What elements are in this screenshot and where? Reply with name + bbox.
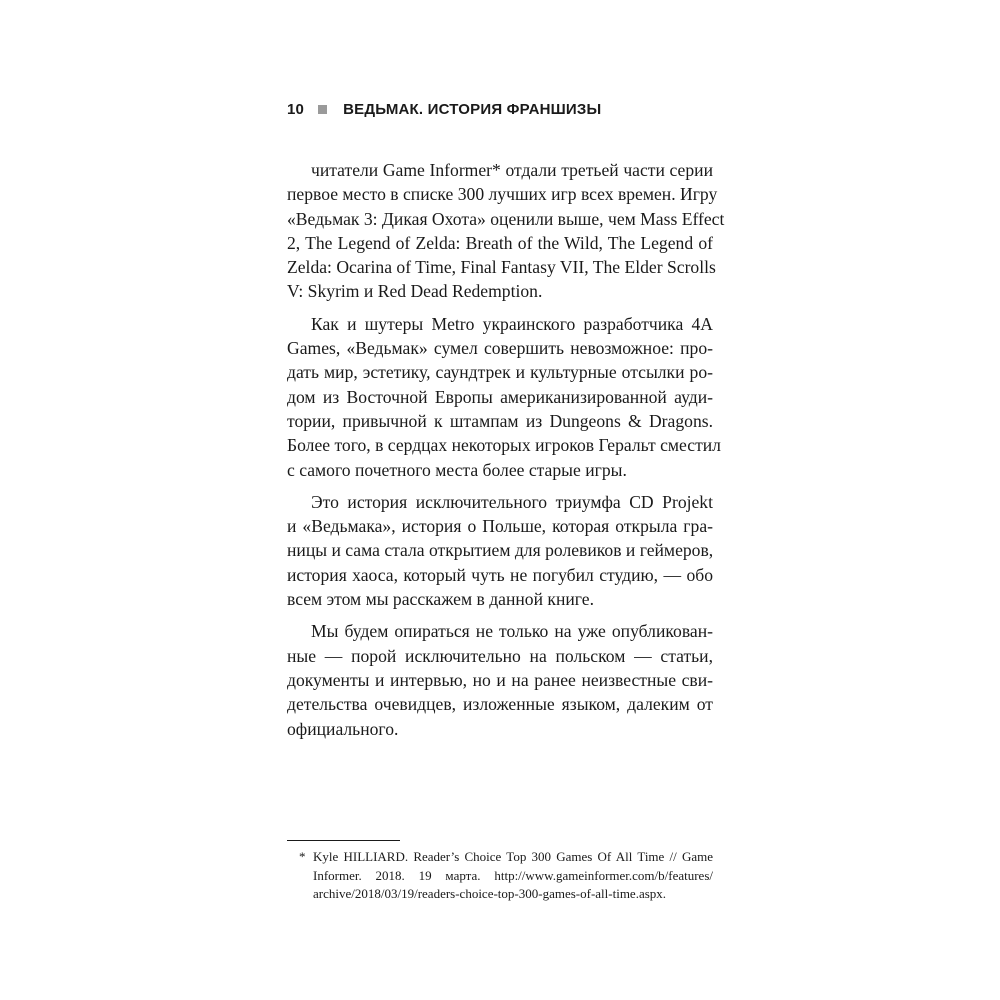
text-line: V: Skyrim и Red Dead Redemption.	[287, 281, 543, 302]
text-line: Мы будем опираться не только на уже опубликован-	[311, 621, 713, 642]
text-line: и «Ведьмака», история о Польше, которая открыла гра-	[287, 516, 713, 537]
book-title: ВЕДЬМАК. ИСТОРИЯ ФРАНШИЗЫ	[343, 101, 602, 118]
paragraph-1	[287, 158, 725, 304]
square-separator-icon	[318, 105, 327, 114]
footnote-marker: *	[299, 849, 306, 864]
text-line: Zelda: Ocarina of Time, Final Fantasy VII, The Elder Scrolls	[287, 257, 716, 278]
text-line: документы и интервью, но и на ранее неизвестные сви-	[287, 669, 713, 690]
text-line: ницы и сама стала открытием для ролевиков и геймеров,	[287, 540, 714, 561]
running-head	[287, 101, 601, 118]
text-line: всем этом мы расскажем в данной книге.	[287, 589, 594, 610]
text-line: Более того, в сердцах некоторых игроков Геральт сместил	[287, 435, 721, 456]
text-line: ные — порой исключительно на польском — статьи,	[287, 645, 713, 666]
text-line: официального.	[287, 718, 399, 739]
footnote-divider	[287, 840, 400, 841]
paragraph-4	[287, 619, 713, 740]
text-line: дать мир, эстетику, саундтрек и культурные отсылки ро-	[287, 362, 713, 383]
text-line: 2, The Legend of Zelda: Breath of the Wild, The Legend of	[287, 232, 713, 253]
text-line: детельства очевидцев, изложенные языком, далеким от	[287, 694, 713, 715]
text-line: Как и шутеры Metro украинского разработчика 4A	[311, 313, 713, 334]
footnote	[299, 848, 713, 904]
text-line: Games, «Ведьмак» сумел совершить невозможное: про-	[287, 338, 713, 359]
footnote-line: archive/2018/03/19/readers-choice-top-300-games-of-all-time.aspx.	[313, 886, 667, 901]
text-line: Это история исключительного триумфа CD Projekt	[311, 491, 713, 512]
text-line: читатели Game Informer* отдали третьей части серии	[311, 160, 713, 180]
text-line: тории, привычной к штампам из Dungeons & Dragons.	[287, 410, 713, 431]
paragraph-3	[287, 490, 713, 611]
paragraph-2	[287, 312, 721, 482]
text-line: дом из Восточной Европы американизированной ауди-	[287, 386, 713, 407]
footnote-line: Kyle HILLIARD. Reader’s Choice Top 300 Games Of All Time // Game	[313, 849, 713, 864]
text-line: первое место в списке 300 лучших игр всех времен. Игру	[287, 184, 718, 205]
text-line: история хаоса, который чуть не погубил студию, — обо	[287, 564, 713, 585]
footnote-line: Informer. 2018. 19 марта. http://www.gameinformer.com/b/features/	[313, 867, 713, 883]
text-line: с самого почетного места более старые игры.	[287, 459, 627, 480]
text-line: «Ведьмак 3: Дикая Охота» оценили выше, чем Mass Effect	[287, 208, 725, 229]
body-text	[287, 158, 725, 741]
page-number: 10	[287, 101, 305, 118]
